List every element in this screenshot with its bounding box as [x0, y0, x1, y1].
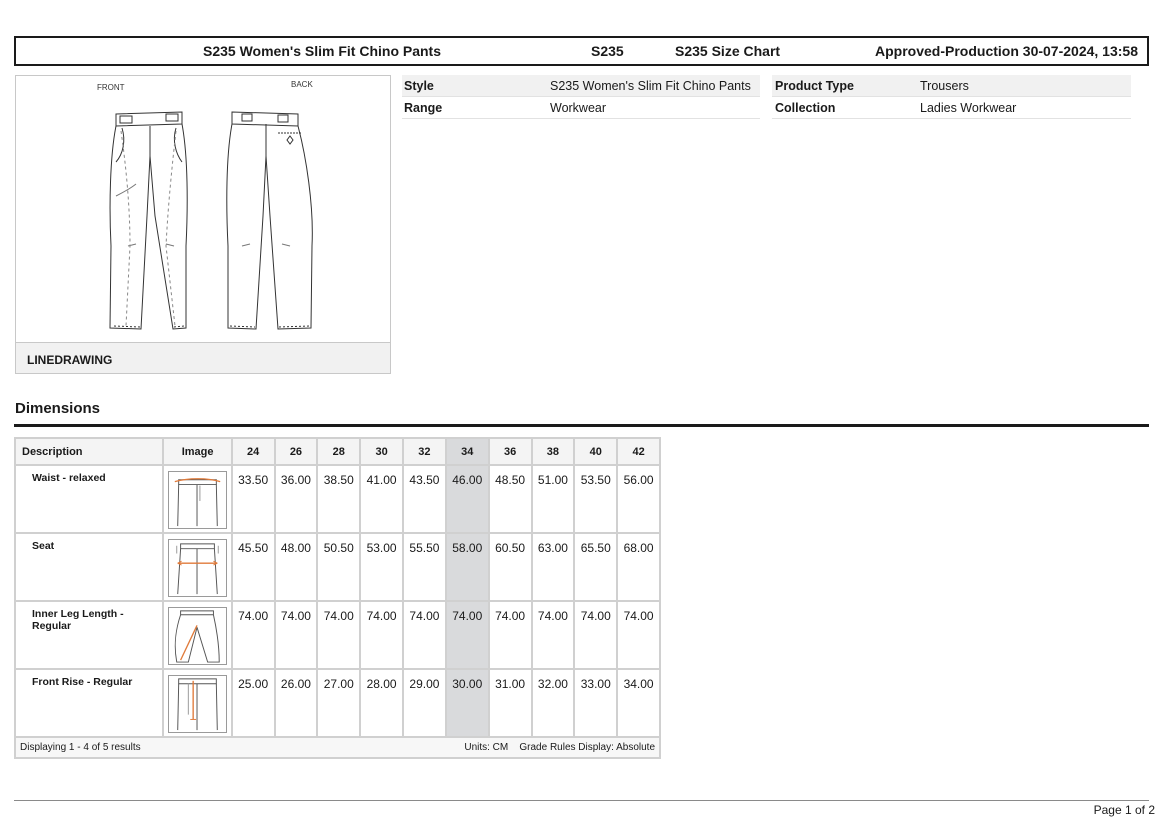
units-label: Units: CM	[464, 742, 509, 753]
size-value-cell: 74.00	[360, 601, 403, 669]
size-value-cell: 53.50	[574, 465, 617, 533]
size-column-header[interactable]: 36	[489, 438, 532, 465]
trousers-line-drawing	[16, 76, 390, 342]
size-value-cell: 34.00	[617, 669, 660, 737]
table-row[interactable]	[15, 533, 660, 601]
info-row-style	[402, 75, 760, 97]
table-footer	[15, 737, 660, 758]
size-value-cell: 74.00	[403, 601, 446, 669]
size-value-cell: 50.50	[317, 533, 360, 601]
style-info-table	[402, 75, 760, 119]
table-row[interactable]	[15, 465, 660, 533]
header-doc-type: S235 Size Chart	[675, 43, 781, 59]
info-row-product-type	[772, 75, 1131, 97]
size-value-cell: 74.00	[489, 601, 532, 669]
dimensions-title: Dimensions	[15, 400, 101, 417]
size-value-cell: 56.00	[617, 465, 660, 533]
size-value-cell: 53.00	[360, 533, 403, 601]
inner-leg-measure-icon[interactable]	[168, 607, 227, 665]
section-divider	[14, 424, 1149, 427]
dimension-description: Seat	[15, 533, 163, 601]
dimensions-table	[14, 437, 661, 759]
table-footer-row	[15, 737, 660, 758]
line-drawing-image	[16, 76, 390, 342]
size-value-cell: 74.00	[446, 601, 489, 669]
size-value-cell: 33.50	[232, 465, 275, 533]
info-value: Trousers	[920, 78, 969, 93]
waist-measure-icon[interactable]	[168, 471, 227, 529]
page-footer-rule	[14, 800, 1149, 801]
size-column-header[interactable]: 34	[446, 438, 489, 465]
table-header-row	[15, 438, 660, 465]
size-value-cell: 63.00	[532, 533, 575, 601]
back-view-label: BACK	[291, 80, 313, 89]
size-value-cell: 28.00	[360, 669, 403, 737]
header-title: S235 Women's Slim Fit Chino Pants	[203, 43, 442, 59]
front-rise-measure-icon[interactable]	[168, 675, 227, 733]
dimension-description: Inner Leg Length - Regular	[15, 601, 163, 669]
size-value-cell: 33.00	[574, 669, 617, 737]
info-value: Ladies Workwear	[920, 100, 1017, 115]
size-value-cell: 58.00	[446, 533, 489, 601]
page-number: Page 1 of 2	[1093, 803, 1155, 817]
size-value-cell: 74.00	[232, 601, 275, 669]
size-value-cell: 60.50	[489, 533, 532, 601]
size-value-cell: 25.00	[232, 669, 275, 737]
size-value-cell: 46.00	[446, 465, 489, 533]
info-label: Product Type	[775, 78, 854, 93]
size-value-cell: 31.00	[489, 669, 532, 737]
table-row[interactable]	[15, 669, 660, 737]
size-column-header[interactable]: 28	[317, 438, 360, 465]
size-value-cell: 45.50	[232, 533, 275, 601]
info-value: Workwear	[550, 100, 607, 115]
size-value-cell: 41.00	[360, 465, 403, 533]
info-label: Collection	[775, 100, 836, 115]
drawing-caption: LINEDRAWING	[16, 342, 390, 373]
size-value-cell: 36.00	[275, 465, 318, 533]
results-count: Displaying 1 - 4 of 5 results	[20, 742, 141, 753]
info-label: Range	[404, 100, 443, 115]
line-drawing-panel	[15, 75, 391, 374]
dimension-description: Waist - relaxed	[15, 465, 163, 533]
info-row-range	[402, 97, 760, 119]
size-value-cell: 30.00	[446, 669, 489, 737]
size-column-header[interactable]: 32	[403, 438, 446, 465]
size-value-cell: 74.00	[317, 601, 360, 669]
size-column-header[interactable]: 24	[232, 438, 275, 465]
size-value-cell: 65.50	[574, 533, 617, 601]
size-value-cell: 43.50	[403, 465, 446, 533]
table-row[interactable]	[15, 601, 660, 669]
size-column-header[interactable]: 30	[360, 438, 403, 465]
size-value-cell: 51.00	[532, 465, 575, 533]
dimension-image-cell	[163, 465, 231, 533]
size-value-cell: 74.00	[275, 601, 318, 669]
product-info-table	[772, 75, 1131, 119]
size-value-cell: 29.00	[403, 669, 446, 737]
dimension-description: Front Rise - Regular	[15, 669, 163, 737]
size-value-cell: 55.50	[403, 533, 446, 601]
size-column-header[interactable]: 38	[532, 438, 575, 465]
size-value-cell: 26.00	[275, 669, 318, 737]
size-column-header[interactable]: 42	[617, 438, 660, 465]
size-value-cell: 48.00	[275, 533, 318, 601]
grade-rules-label: Grade Rules Display: Absolute	[519, 742, 655, 753]
seat-measure-icon[interactable]	[168, 539, 227, 597]
size-value-cell: 38.50	[317, 465, 360, 533]
size-value-cell: 32.00	[532, 669, 575, 737]
size-value-cell: 48.50	[489, 465, 532, 533]
size-value-cell: 68.00	[617, 533, 660, 601]
info-value: S235 Women's Slim Fit Chino Pants	[550, 78, 751, 93]
size-value-cell: 27.00	[317, 669, 360, 737]
column-header-description[interactable]: Description	[15, 438, 163, 465]
dimension-image-cell	[163, 601, 231, 669]
size-value-cell: 74.00	[617, 601, 660, 669]
header-status: Approved-Production 30-07-2024, 13:58	[875, 43, 1138, 59]
size-column-header[interactable]: 26	[275, 438, 318, 465]
info-row-collection	[772, 97, 1131, 119]
header-code: S235	[591, 43, 624, 59]
dimension-image-cell	[163, 669, 231, 737]
size-value-cell: 74.00	[532, 601, 575, 669]
size-value-cell: 74.00	[574, 601, 617, 669]
dimension-image-cell	[163, 533, 231, 601]
info-label: Style	[404, 78, 434, 93]
document-header	[14, 36, 1149, 66]
column-header-image: Image	[163, 438, 231, 465]
size-column-header[interactable]: 40	[574, 438, 617, 465]
front-view-label: FRONT	[97, 83, 125, 92]
